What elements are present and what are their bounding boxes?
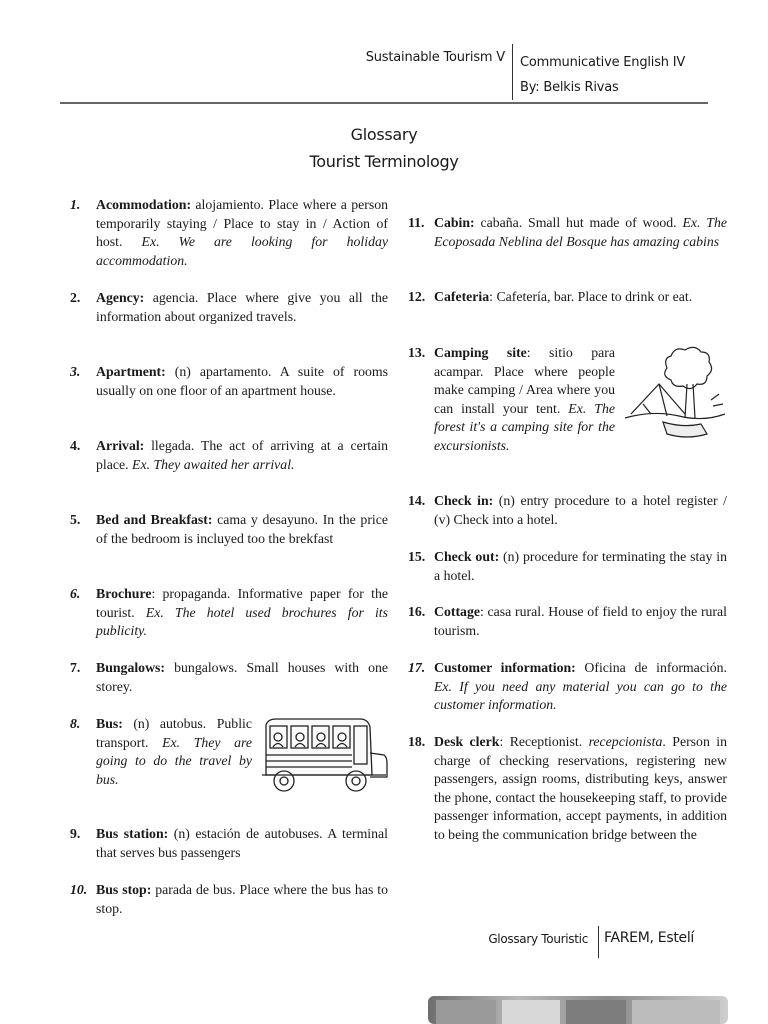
glossary-entry: [408, 733, 727, 903]
entry-term: Agency:: [96, 290, 145, 305]
entry-number: 4.: [70, 438, 81, 453]
entry-example: recepcionista: [588, 734, 663, 749]
glossary-entry: [408, 344, 727, 456]
glossary-entry: [70, 511, 388, 548]
header-divider: [512, 44, 513, 100]
entry-definition: llegada. The act of arriving at a certain place.: [96, 438, 388, 472]
entry-definition: bungalows. Small houses with one storey.: [96, 660, 388, 694]
entry-term: Customer information:: [434, 660, 576, 675]
header-course-left: Sustainable Tourism V: [365, 50, 505, 65]
glossary-entry: [70, 881, 388, 918]
entry-definition: (n) entry procedure to a hotel register / (v) Check into a hotel.: [434, 493, 727, 527]
glossary-entry: [408, 492, 727, 529]
entry-definition: cabaña. Small hut made of wood.: [474, 215, 683, 230]
entry-number: 11.: [408, 215, 425, 230]
entry-definition: : casa rural. House of field to enjoy the rural tourism.: [434, 604, 727, 638]
entry-number: 13.: [408, 345, 426, 360]
entry-number: 7.: [70, 660, 81, 675]
entry-term: Bed and Breakfast:: [96, 512, 213, 527]
entry-definition: Oficina de información.: [575, 660, 727, 675]
entry-example: Ex. The hotel used brochures for its publicity.: [96, 604, 388, 639]
glossary-entry: [70, 585, 388, 641]
entry-definition: : Cafetería, bar. Place to drink or eat.: [489, 289, 693, 304]
page-title: Glossary: [350, 125, 418, 144]
entry-number: 6.: [70, 586, 81, 601]
camping-tent-illustration: [623, 344, 727, 440]
entry-number: 16.: [408, 604, 426, 619]
glossary-entry: [70, 825, 388, 862]
entry-term: Bus station:: [96, 826, 169, 841]
glossary-entry: [70, 659, 388, 696]
entry-number: 8.: [70, 716, 81, 731]
entry-number: 3.: [70, 364, 81, 379]
glossary-entry: [408, 548, 727, 585]
glossary-entry: [408, 659, 727, 715]
header-right-block: [520, 50, 685, 100]
entry-definition: (n) estación de autobuses. A terminal that serves bus passengers: [96, 826, 388, 860]
glossary-entry: [70, 363, 388, 400]
entry-term: Cabin:: [434, 215, 475, 230]
entry-definition: agencia. Place where give you all the information about organized travels.: [96, 290, 388, 324]
entry-example: Ex. The Ecoposada Neblina del Bosque has amazing cabins: [434, 215, 727, 249]
entry-term: Camping site: [434, 345, 527, 360]
entry-term: Desk clerk: [434, 734, 500, 749]
entry-term: Acommodation:: [96, 197, 192, 212]
glossary-entry: [70, 196, 388, 270]
entry-term: Cottage: [434, 604, 480, 619]
entry-example: Ex. If you need any material you can go to the customer information.: [434, 678, 727, 713]
entry-number: 2.: [70, 290, 81, 305]
entry-term: Brochure: [96, 586, 152, 601]
entry-term: Bus:: [96, 716, 123, 731]
footer-photo-strip: [428, 996, 728, 1024]
entry-definition: : propaganda. Informative paper for the tourist.: [96, 586, 388, 620]
entry-term: Cafeteria: [434, 289, 490, 304]
entry-definition: (n) apartamento. A suite of rooms usually on one floor of an apartment house.: [96, 364, 388, 398]
entry-number: 9.: [70, 826, 81, 841]
entry-number: 5.: [70, 512, 81, 527]
glossary-entry: [70, 437, 388, 474]
entry-definition: alojamiento. Place where a person temporarily staying / Place to stay in / Action of host.: [96, 197, 388, 250]
entry-term: Apartment:: [96, 364, 166, 379]
entry-example: Ex. The forest it's a camping site for the excursionists.: [434, 400, 615, 453]
footer-title: Glossary Touristic: [488, 932, 588, 946]
entry-example: Ex. We are looking for holiday accommodation.: [96, 234, 388, 268]
entry-number: 18.: [408, 734, 426, 749]
entry-term: Arrival:: [96, 438, 145, 453]
entry-term: Bungalows:: [96, 660, 166, 675]
entry-term: Check in:: [434, 493, 494, 508]
entry-definition: parada de bus. Place where the bus has to stop.: [96, 882, 388, 916]
footer-divider: [598, 926, 599, 958]
header-rule: [60, 102, 708, 104]
entry-term: Check out:: [434, 549, 500, 564]
glossary-entry: [70, 289, 388, 326]
glossary-entry: [408, 603, 727, 640]
entry-definition: : Receptionist.: [499, 734, 589, 749]
header-author: By: Belkis Rivas: [520, 80, 619, 95]
entry-number: 17.: [408, 660, 426, 675]
entry-term: Bus stop:: [96, 882, 152, 897]
entry-definition-continued: . Person in charge of checking reservations, registering new passengers, assign rooms, distributing keys, answer the phone, contact the housekeeping staff, to provide passenger information, accept payments, in addition to being the communication bridge between the: [434, 734, 727, 842]
entry-number: 12.: [408, 289, 426, 304]
glossary-entry: [408, 214, 727, 251]
entry-example: Ex. They awaited her arrival.: [132, 456, 295, 472]
entry-number: 1.: [70, 197, 81, 212]
glossary-entry: [70, 715, 388, 803]
entry-definition: : sitio para acampar. Place where people make camping / Area where you can install your tent.: [434, 345, 615, 416]
entry-number: 14.: [408, 493, 426, 508]
footer-institution: FAREM, Estelí: [604, 930, 695, 946]
page-subtitle: Tourist Terminology: [309, 152, 459, 171]
entry-number: 10.: [70, 882, 88, 897]
entry-definition: (n) procedure for terminating the stay in a hotel.: [434, 549, 727, 583]
entry-definition: (n) autobus. Public transport.: [96, 716, 252, 750]
entry-number: 15.: [408, 549, 426, 564]
header-course-right: Communicative English IV: [520, 55, 686, 70]
school-bus-illustration: [260, 717, 388, 801]
entry-example: Ex. They are going to do the travel by bus.: [96, 734, 252, 787]
entry-definition: cama y desayuno. In the price of the bedroom is incluyed too the brekfast: [96, 512, 388, 546]
glossary-entry: [408, 288, 727, 307]
